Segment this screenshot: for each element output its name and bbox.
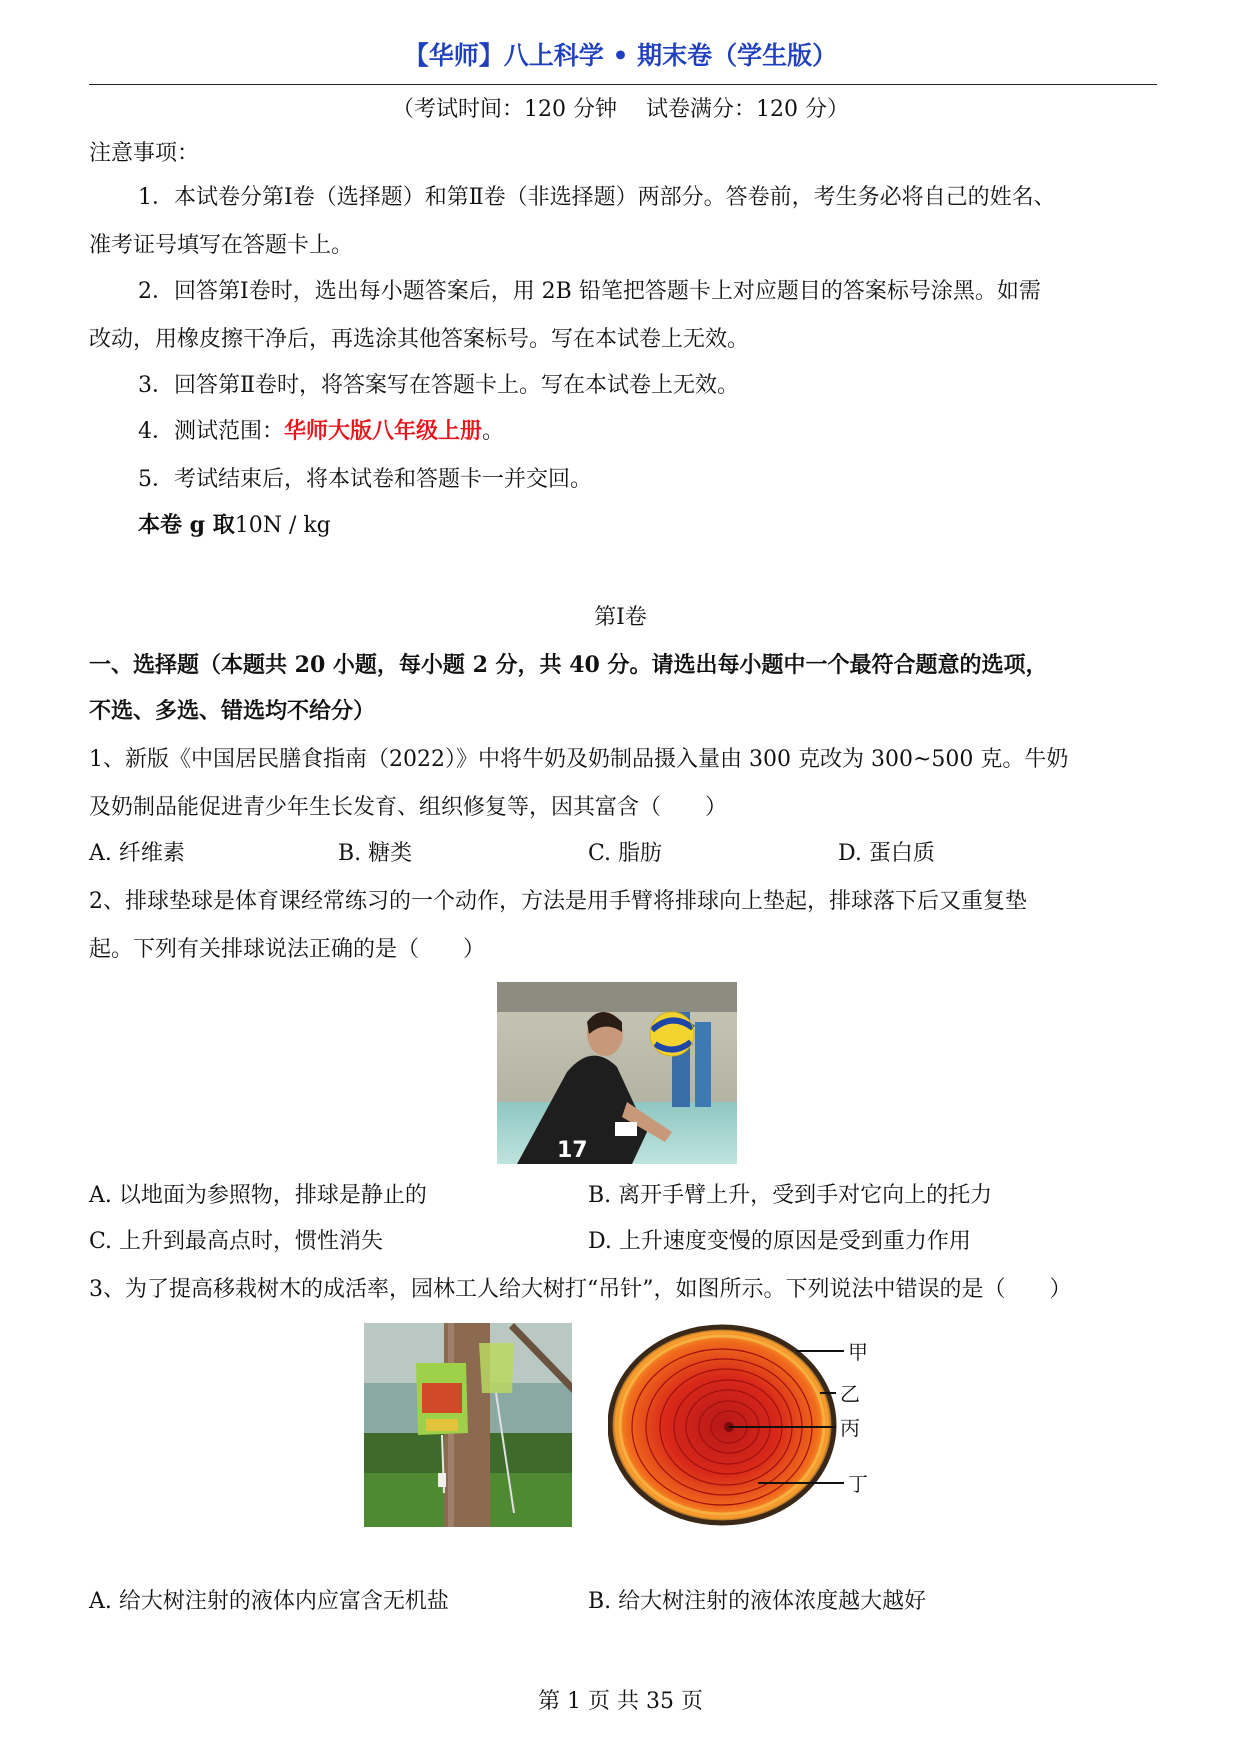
jersey-number: 17 bbox=[557, 1138, 588, 1163]
notice-item-1: 1．本试卷分第Ⅰ卷（选择题）和第Ⅱ卷（非选择题）两部分。答卷前，考生务必将自己的姓名、 bbox=[138, 185, 1056, 210]
gravity-value: 10N / kg bbox=[234, 513, 331, 538]
q3-option-a: A. 给大树注射的液体内应富含无机盐 bbox=[89, 1589, 449, 1614]
q1-option-a: A. 纤维素 bbox=[89, 841, 185, 866]
q2-stem-cont: 起。下列有关排球说法正确的是（ ） bbox=[89, 937, 486, 962]
q2-option-b: B. 离开手臂上升，受到手对它向上的托力 bbox=[588, 1183, 993, 1208]
section-heading: 一、选择题（本题共 20 小题，每小题 2 分，共 40 分。请选出每小题中一个最符合题意的选项， bbox=[89, 652, 1048, 678]
q2-option-a: A. 以地面为参照物，排球是静止的 bbox=[89, 1183, 427, 1208]
header-divider bbox=[89, 84, 1157, 85]
label-jia: 甲 bbox=[848, 1340, 868, 1364]
q1-stem: 1、新版《中国居民膳食指南（2022）》中将牛奶及奶制品摄入量由 300 克改为 300~500 克。牛奶 bbox=[89, 747, 1069, 772]
page-header-title: 【华师】八上科学 • 期末卷（学生版） bbox=[403, 41, 838, 70]
gravity-note bbox=[138, 508, 331, 539]
q1-option-b: B. 糖类 bbox=[338, 841, 413, 866]
q3-stem: 3、为了提高移栽树木的成活率，园林工人给大树打“吊针”，如图所示。下列说法中错误的是（ ） bbox=[89, 1277, 1072, 1302]
label-bing: 丙 bbox=[840, 1416, 860, 1440]
q2-option-c: C. 上升到最高点时，惯性消失 bbox=[89, 1229, 384, 1254]
notice-item-4-suffix: 。 bbox=[482, 419, 505, 444]
label-ding: 丁 bbox=[848, 1472, 868, 1496]
q1-option-d: D. 蛋白质 bbox=[838, 841, 935, 866]
q1-stem-cont: 及奶制品能促进青少年生长发育、组织修复等，因其富含（ ） bbox=[89, 795, 728, 820]
notice-item-1-cont: 准考证号填写在答题卡上。 bbox=[89, 233, 354, 258]
gravity-label: 本卷 g 取 bbox=[138, 512, 235, 538]
notice-item-2-cont: 改动，用橡皮擦干净后，再选涂其他答案标号。写在本试卷上无效。 bbox=[89, 327, 750, 352]
notice-item-5: 5．考试结束后，将本试卷和答题卡一并交回。 bbox=[138, 467, 592, 492]
notice-item-4-prefix: 4．测试范围： bbox=[138, 419, 284, 444]
section-heading-cont: 不选、多选、错选均不给分） bbox=[89, 698, 376, 724]
notice-item-3: 3．回答第Ⅱ卷时，将答案写在答题卡上。写在本试卷上无效。 bbox=[138, 373, 739, 398]
part-title: 第Ⅰ卷 bbox=[594, 605, 647, 630]
q3-option-b: B. 给大树注射的液体浓度越大越好 bbox=[588, 1589, 927, 1614]
notice-item-2: 2．回答第Ⅰ卷时，选出每小题答案后，用 2B 铅笔把答题卡上对应题目的答案标号涂黑。如需 bbox=[138, 279, 1041, 304]
label-yi: 乙 bbox=[840, 1382, 860, 1406]
q2-stem: 2、排球垫球是体育课经常练习的一个动作，方法是用手臂将排球向上垫起，排球落下后又重复垫 bbox=[89, 889, 1028, 914]
q1-option-c: C. 脂肪 bbox=[588, 841, 663, 866]
test-scope: 华师大版八年级上册 bbox=[284, 419, 483, 444]
notice-item-4 bbox=[138, 414, 504, 445]
tree-infusion-photo bbox=[364, 1323, 572, 1527]
notice-heading: 注意事项： bbox=[89, 141, 200, 166]
q2-option-d: D. 上升速度变慢的原因是受到重力作用 bbox=[588, 1229, 971, 1254]
volleyball-photo bbox=[497, 982, 737, 1164]
page-footer: 第 1 页 共 35 页 bbox=[538, 1689, 703, 1714]
exam-info: （考试时间：120 分钟 试卷满分：120 分） bbox=[392, 97, 849, 122]
tree-cross-section-diagram bbox=[608, 1323, 868, 1527]
